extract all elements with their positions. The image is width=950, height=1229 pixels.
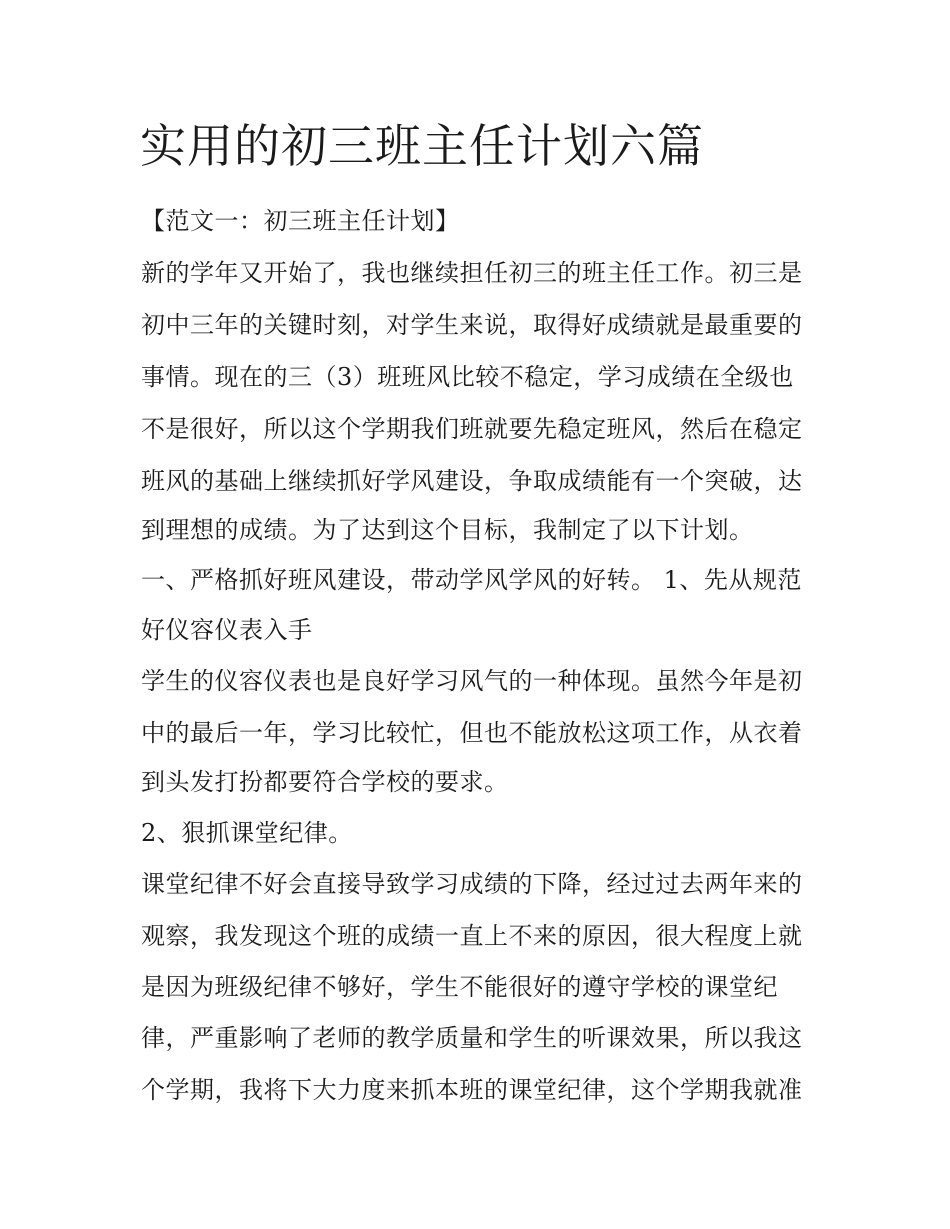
body-line: 学生的仪容仪表也是良好学习风气的一种体现。虽然今年是初	[141, 667, 803, 695]
body-line: 中的最后一年，学习比较忙，但也不能放松这项工作，从衣着	[141, 719, 803, 747]
body-line: 是因为班级纪律不够好，学生不能很好的遵守学校的课堂纪	[141, 973, 778, 1001]
section-heading: 【范文一：初三班主任计划】	[141, 207, 460, 235]
body-line: 初中三年的关键时刻，对学生来说，取得好成绩就是最重要的	[141, 311, 803, 339]
body-line: 到理想的成绩。为了达到这个目标，我制定了以下计划。	[141, 516, 754, 544]
body-line: 事情。现在的三（3）班班风比较不稳定，学习成绩在全级也	[141, 363, 794, 391]
document-title: 实用的初三班主任计划六篇	[140, 119, 704, 173]
body-line: 不是很好，所以这个学期我们班就要先稳定班风，然后在稳定	[141, 415, 803, 443]
body-line: 课堂纪律不好会直接导致学习成绩的下降，经过过去两年来的	[141, 870, 803, 898]
body-line: 观察，我发现这个班的成绩一直上不来的原因，很大程度上就	[141, 922, 803, 950]
body-line: 好仪容仪表入手	[141, 616, 313, 644]
body-line: 个学期，我将下大力度来抓本班的课堂纪律，这个学期我就准	[141, 1076, 803, 1104]
body-line: 班风的基础上继续抓好学风建设，争取成绩能有一个突破，达	[141, 467, 803, 495]
body-line: 2、狠抓课堂纪律。	[141, 819, 353, 847]
body-line: 新的学年又开始了，我也继续担任初三的班主任工作。初三是	[141, 259, 803, 287]
body-line: 一、严格抓好班风建设，带动学风学风的好转。 1、先从规范	[141, 566, 802, 594]
body-line: 到头发打扮都要符合学校的要求。	[141, 768, 509, 796]
body-line: 律，严重影响了老师的教学质量和学生的听课效果，所以我这	[141, 1024, 803, 1052]
